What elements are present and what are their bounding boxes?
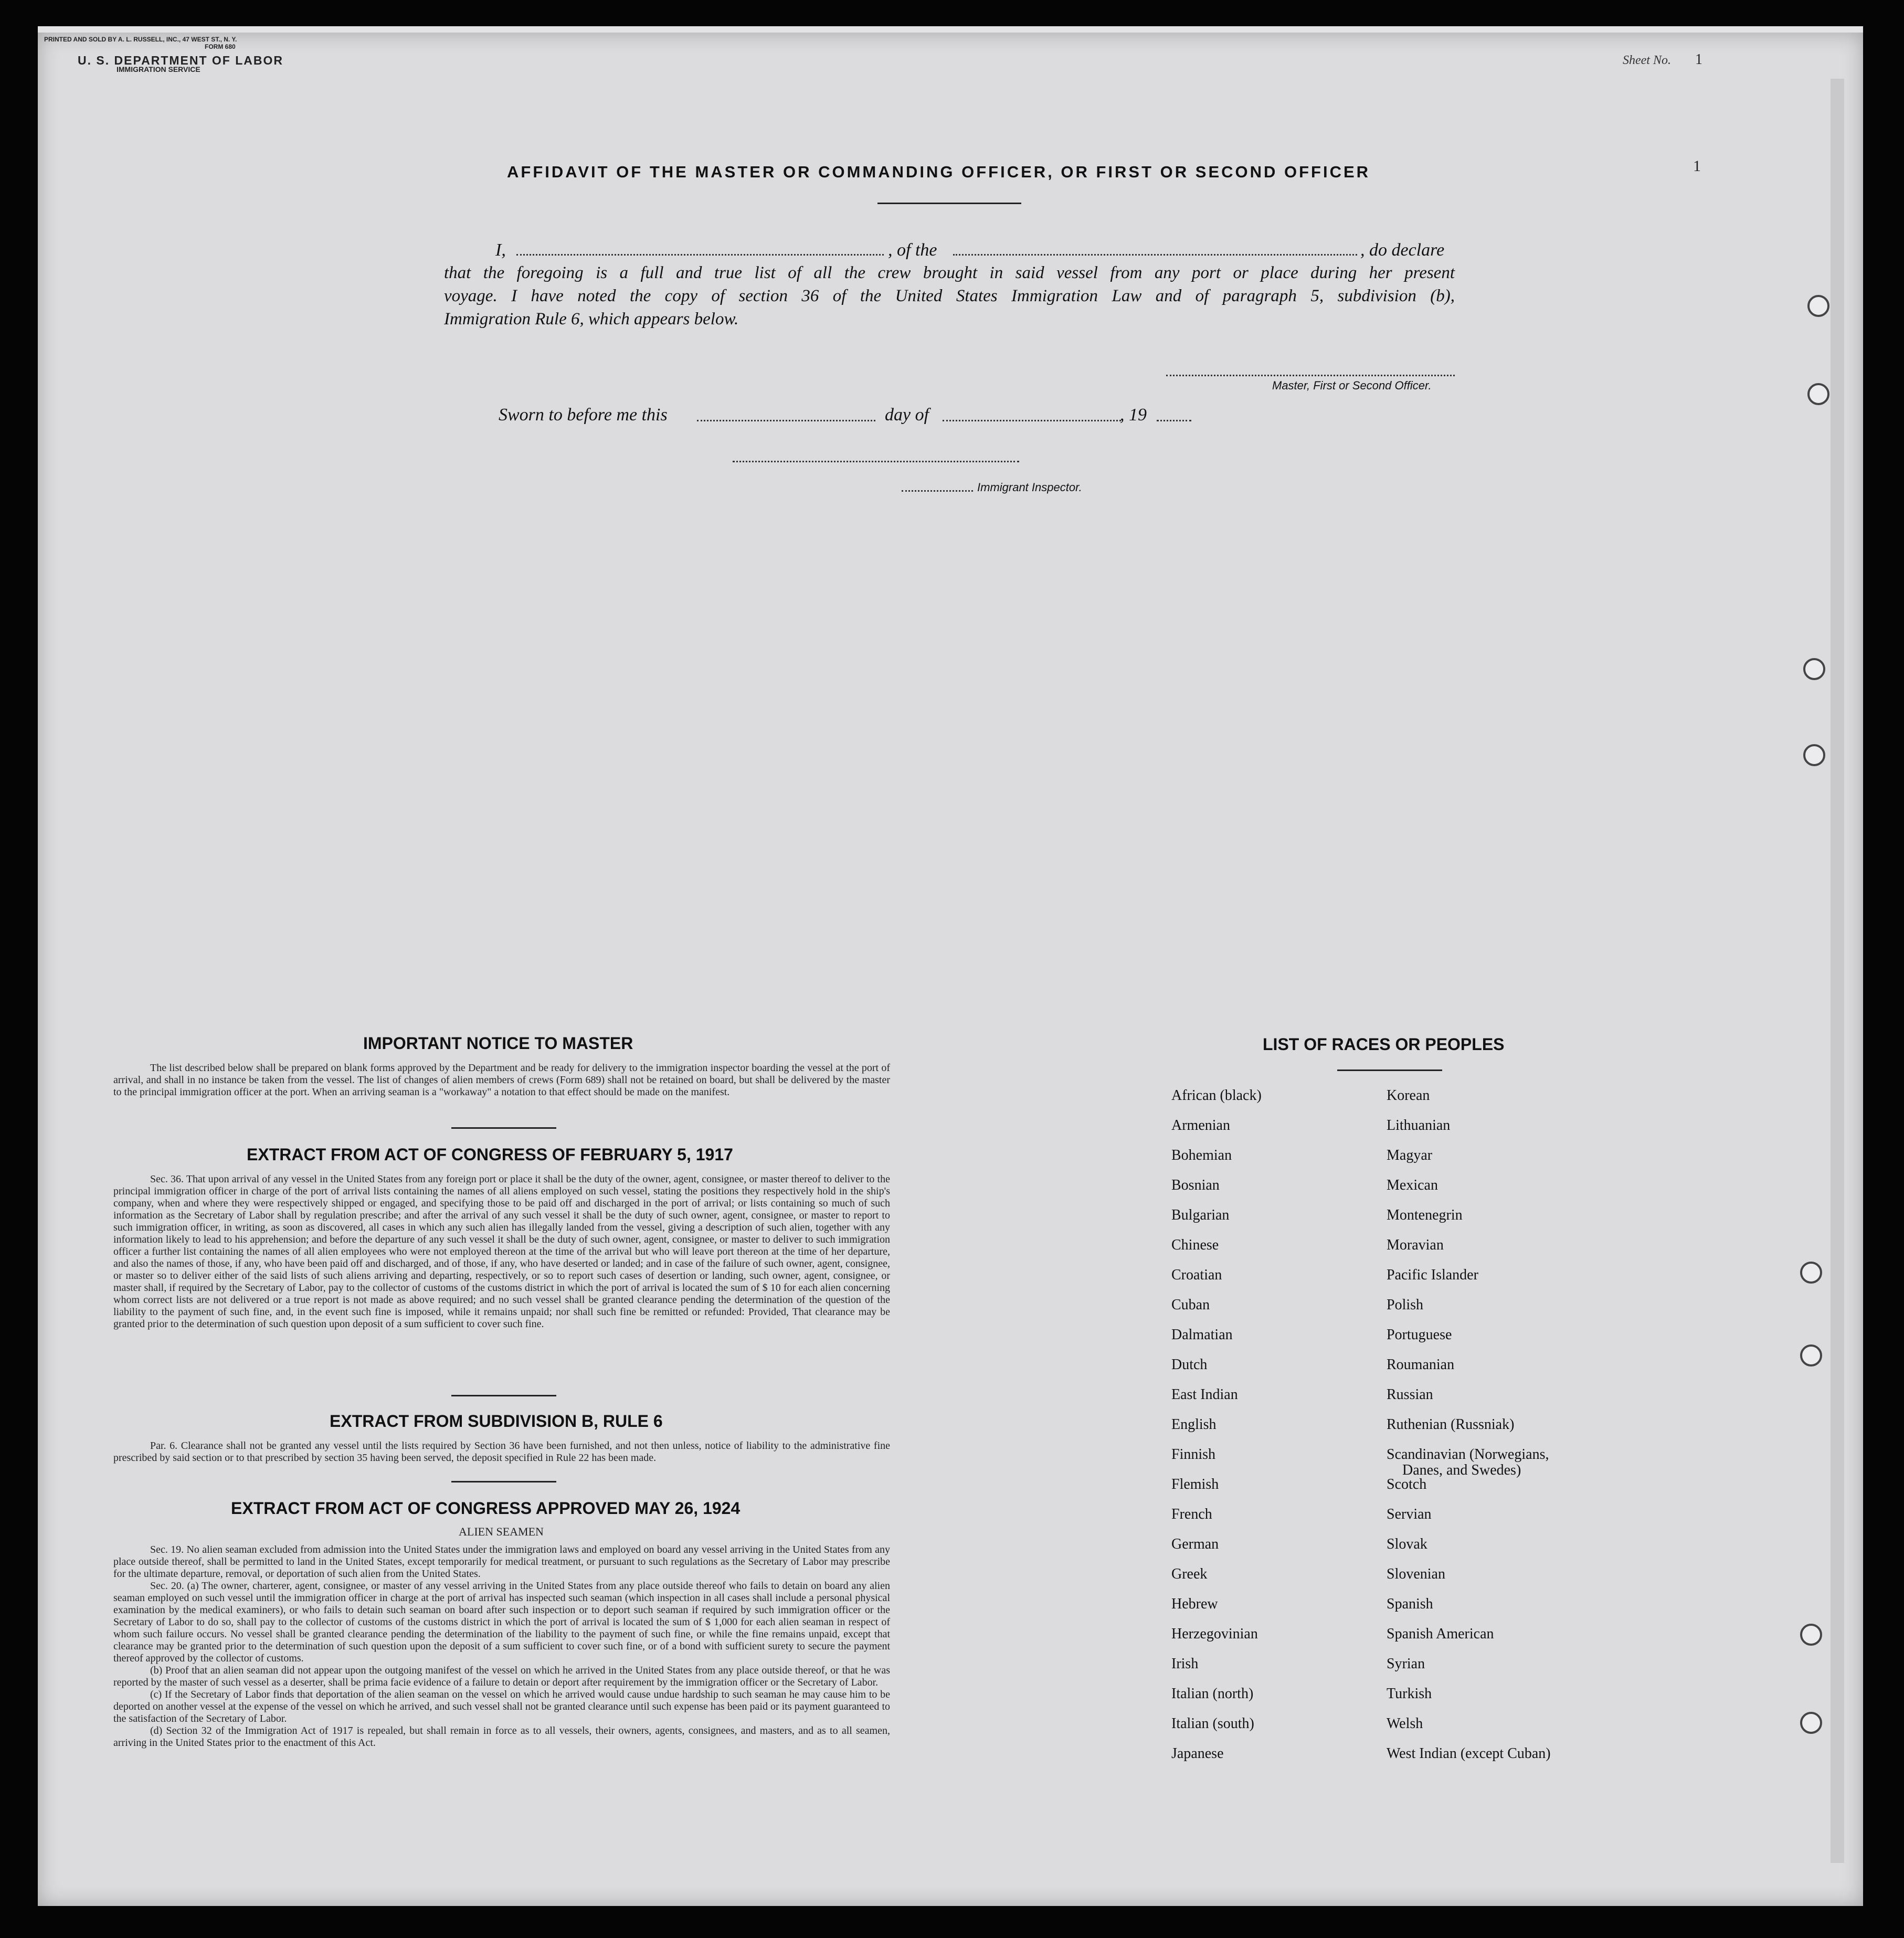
race-item: Slovenian bbox=[1387, 1566, 1445, 1582]
extract-rule6-text: Par. 6. Clearance shall not be granted any vessel until the lists required by Section 36 have been furnished, and not then unless, notice of liability to the administrative fine prescribed by said section or to that prescribed by section 35 having been served, the deposit specified in Rule 22 has been made. bbox=[113, 1440, 890, 1464]
race-item: Scotch bbox=[1387, 1476, 1427, 1492]
notice-title: IMPORTANT NOTICE TO MASTER bbox=[363, 1034, 633, 1053]
race-item: Flemish bbox=[1171, 1476, 1219, 1492]
binder-hole bbox=[1800, 1344, 1822, 1367]
affidavit-line-2: voyage. I have noted the copy of section 36 of the United States Immigration Law and of paragraph 5, subdivision (b), bbox=[444, 287, 1455, 305]
binder-hole bbox=[1803, 658, 1825, 680]
title-rule bbox=[877, 203, 1021, 204]
binder-hole bbox=[1800, 1624, 1822, 1646]
race-item: French bbox=[1171, 1506, 1212, 1522]
master-label: Master, First or Second Officer. bbox=[1272, 379, 1432, 392]
race-item: German bbox=[1171, 1536, 1219, 1552]
race-item: Magyar bbox=[1387, 1147, 1433, 1163]
sworn-month-field[interactable] bbox=[943, 420, 1121, 421]
races-title: LIST OF RACES OR PEOPLES bbox=[1263, 1035, 1505, 1054]
race-item: Servian bbox=[1387, 1506, 1432, 1522]
race-item: Japanese bbox=[1171, 1745, 1224, 1762]
sheet-number: 1 bbox=[1695, 51, 1702, 68]
affidavit-line-3: Immigration Rule 6, which appears below. bbox=[444, 310, 739, 329]
race-item: Cuban bbox=[1171, 1297, 1210, 1313]
year-label: , 19 bbox=[1120, 405, 1147, 425]
alien-seamen-subtitle: ALIEN SEAMEN bbox=[459, 1525, 544, 1538]
extract-1924-text bbox=[113, 1544, 890, 1749]
affidavit-line-1: that the foregoing is a full and true list of all the crew brought in said vessel from any port or place during her present bbox=[444, 263, 1455, 282]
race-item: Bulgarian bbox=[1171, 1207, 1230, 1223]
race-item: Pacific Islander bbox=[1387, 1267, 1478, 1283]
sworn-year-field[interactable] bbox=[1157, 420, 1191, 421]
race-item: East Indian bbox=[1171, 1386, 1238, 1403]
extract-rule6-title: EXTRACT FROM SUBDIVISION B, RULE 6 bbox=[330, 1412, 663, 1431]
inspector-signature-field[interactable] bbox=[733, 461, 1019, 462]
vessel-field[interactable] bbox=[953, 254, 1357, 256]
race-item: Armenian bbox=[1171, 1117, 1230, 1134]
race-item: Croatian bbox=[1171, 1267, 1222, 1283]
divider-1 bbox=[451, 1127, 556, 1129]
corner-number: 1 bbox=[1693, 157, 1701, 175]
extract-1917-title: EXTRACT FROM ACT OF CONGRESS OF FEBRUARY 5, 1917 bbox=[247, 1145, 733, 1164]
divider-2 bbox=[451, 1395, 556, 1396]
divider-3 bbox=[451, 1481, 556, 1482]
sec20d-paragraph: (d) Section 32 of the Immigration Act of 1917 is repealed, but shall remain in force as to all vessels, their owners, agents, consignees, and masters, and as to all seamen, arriving in the United States prior to the enactment of this Act. bbox=[113, 1725, 890, 1749]
race-item: Polish bbox=[1387, 1297, 1424, 1313]
race-item: Chinese bbox=[1171, 1237, 1219, 1253]
race-item: Scandinavian (Norwegians, bbox=[1387, 1446, 1549, 1463]
race-item: Turkish bbox=[1387, 1686, 1432, 1702]
race-item: Spanish bbox=[1387, 1596, 1433, 1612]
name-field[interactable] bbox=[516, 254, 884, 256]
race-item: Bosnian bbox=[1171, 1177, 1220, 1193]
binder-hole bbox=[1807, 383, 1829, 405]
race-item: Greek bbox=[1171, 1566, 1208, 1582]
race-item: Dutch bbox=[1171, 1357, 1208, 1373]
race-item: Montenegrin bbox=[1387, 1207, 1463, 1223]
binder-hole bbox=[1803, 744, 1825, 766]
race-item: Spanish American bbox=[1387, 1626, 1494, 1642]
binder-hole bbox=[1800, 1262, 1822, 1284]
sec20b-paragraph: (b) Proof that an alien seaman did not appear upon the outgoing manifest of the vessel on which he arrived in the United States from any place outside thereof, or that he was reported by the master of such vessel as a deserter, shall be prima facie evidence of a failure to detain or deport after requirement by the immigration officer or the Secretary of Labor. bbox=[113, 1665, 890, 1688]
binder-hole bbox=[1800, 1712, 1822, 1734]
sworn-day-field[interactable] bbox=[697, 420, 875, 421]
race-item: Danes, and Swedes) bbox=[1402, 1462, 1521, 1478]
race-item: Hebrew bbox=[1171, 1596, 1218, 1612]
race-item: Portuguese bbox=[1387, 1327, 1452, 1343]
race-item: English bbox=[1171, 1416, 1217, 1433]
race-item: Italian (south) bbox=[1171, 1715, 1254, 1732]
race-item: Irish bbox=[1171, 1656, 1199, 1672]
i-label: I, bbox=[495, 240, 506, 260]
race-item: Bohemian bbox=[1171, 1147, 1232, 1163]
sworn-label: Sworn to before me this bbox=[499, 405, 668, 425]
races-rule bbox=[1337, 1069, 1442, 1071]
affidavit-title: AFFIDAVIT OF THE MASTER OR COMMANDING OFFICER, OR FIRST OR SECOND OFFICER bbox=[507, 163, 1371, 181]
sheet-label: Sheet No. bbox=[1623, 54, 1671, 67]
master-signature-field[interactable] bbox=[1166, 375, 1455, 376]
race-item: Mexican bbox=[1387, 1177, 1438, 1193]
race-item: Moravian bbox=[1387, 1237, 1444, 1253]
printer-line: PRINTED AND SOLD BY A. L. RUSSELL, INC., 47 WEST ST., N. Y. bbox=[44, 36, 237, 43]
race-item: Finnish bbox=[1171, 1446, 1216, 1463]
race-item: African (black) bbox=[1171, 1087, 1262, 1104]
race-item: Lithuanian bbox=[1387, 1117, 1451, 1134]
binder-hole bbox=[1807, 295, 1829, 317]
department-label: U. S. DEPARTMENT OF LABOR bbox=[78, 54, 284, 67]
notice-text: The list described below shall be prepared on blank forms approved by the Department and be ready for delivery to the immigration inspector boarding the vessel at the port of arrival, and shall in no instance be taken from the vessel. The list of changes of alien members of crews (Form 689) shall not be retained on board, but shall be delivered by the master to the principal immigration officer at the port. When an arriving seaman is a "workaway" a notation to that effect should be made on the manifest. bbox=[113, 1062, 890, 1098]
day-of-label: day of bbox=[885, 405, 929, 425]
do-declare-label: , do declare bbox=[1360, 240, 1445, 260]
inspector-label: Immigrant Inspector. bbox=[977, 481, 1082, 494]
race-item: Slovak bbox=[1387, 1536, 1427, 1552]
sec20a-paragraph: Sec. 20. (a) The owner, charterer, agent, consignee, or master of any vessel arriving in the United States from any place outside thereof who fails to detain on board any alien seaman employed on such vessel until the immigration officer in charge at the port of arrival has inspected such seaman (which inspection in all cases shall include a personal physical examination by the medical examiners), or who fails to detain such seaman on board after such inspection or to deport such seaman if required by such immigration officer or the Secretary of Labor to do so, shall pay to the collector of customs of the customs district in which the port of arrival is located the sum of $ 1,000 for each alien seaman in respect of whom such failure occurs. No vessel shall be granted clearance pending the determination of the liability to the payment of such fine, or while the fine remains unpaid, except that clearance may be granted prior to the determination of such question upon the deposit of a sum sufficient to cover such fine, or of a bond with sufficient surety to secure the payment thereof approved by the collector of customs. bbox=[113, 1580, 890, 1664]
race-item: West Indian (except Cuban) bbox=[1387, 1745, 1551, 1762]
extract-1917-text: Sec. 36. That upon arrival of any vessel in the United States from any foreign port or place it shall be the duty of the owner, agent, consignee, or master thereof to deliver to the principal immigration officer in charge of the port of arrival lists containing the names of all aliens employed on such vessel, stating the positions they respectively hold in the ship's company, when and where they were respectively shipped or engaged, and specifying those to be paid off and discharged in the port of arrival; or lists containing so much of such information as the Secretary of Labor shall by regulation prescribe; and after the arrival of any such vessel it shall be the duty of such owner, agent, consignee, or master to report to such immigration officer, in writing, as soon as discovered, all cases in which any such alien has illegally landed from the vessel, giving a description of such alien, together with any information likely to lead to his apprehension; and before the departure of any such vessel it shall be the duty of such owner, agent, consignee, or master to deliver to such immigration officer a further list containing the names of all alien employees who were not employed thereon at the time of the arrival but who will leave port thereon at the time of her departure, and also the names of those, if any, who have been paid off and discharged, and of those, if any, who have deserted or landed; and in case of the failure of such owner, agent, consignee, or master so to deliver either of the said lists of such aliens arriving and departing, respectively, or so to report such cases of desertion or landing, such owner, agent, consignee, or master shall, if required by the Secretary of Labor, pay to the collector of customs of the customs district in which the port of arrival is located the sum of $ 10 for each alien concerning whom correct lists are not delivered or a true report is not made as above required; and no such vessel shall be granted clearance pending the determination of the question of the liability to the payment of such fine, and, in the event such fine is imposed, while it remains unpaid; nor shall such fine be remitted or refunded: Provided, That clearance may be granted prior to the determination of such question upon deposit of a sum sufficient to cover such fine. bbox=[113, 1173, 890, 1330]
form-number: FORM 680 bbox=[205, 43, 236, 50]
race-item: Italian (north) bbox=[1171, 1686, 1254, 1702]
service-label: IMMIGRATION SERVICE bbox=[117, 65, 200, 73]
sec20c-paragraph: (c) If the Secretary of Labor finds that deportation of the alien seaman on the vessel on which he arrived would cause undue hardship to such seaman he may cause him to be deported on another vessel at the expense of the vessel on which he arrived, and such vessel shall not be granted clearance until such expense has been paid or its payment guaranteed to the satisfaction of the Secretary of Labor. bbox=[113, 1689, 890, 1724]
of-the-label: , of the bbox=[888, 240, 937, 260]
right-edge-strip bbox=[1831, 79, 1844, 1863]
race-item: Dalmatian bbox=[1171, 1327, 1233, 1343]
extract-1924-title: EXTRACT FROM ACT OF CONGRESS APPROVED MAY 26, 1924 bbox=[231, 1499, 741, 1518]
race-item: Russian bbox=[1387, 1386, 1433, 1403]
inspector-dotted-lead bbox=[902, 490, 973, 492]
race-item: Ruthenian (Russniak) bbox=[1387, 1416, 1515, 1433]
race-item: Herzegovinian bbox=[1171, 1626, 1258, 1642]
race-item: Welsh bbox=[1387, 1715, 1423, 1732]
race-item: Korean bbox=[1387, 1087, 1430, 1104]
race-item: Syrian bbox=[1387, 1656, 1425, 1672]
race-item: Roumanian bbox=[1387, 1357, 1455, 1373]
sec19-paragraph: Sec. 19. No alien seaman excluded from admission into the United States under the immigration laws and employed on board any vessel arriving in the United States from any place outside thereof, shall be permitted to land in the United States, except temporarily for medical treatment, or pursuant to such regulations as the Secretary of Labor may prescribe for the ultimate departure, removal, or deportation of such alien from the United States. bbox=[113, 1544, 890, 1580]
